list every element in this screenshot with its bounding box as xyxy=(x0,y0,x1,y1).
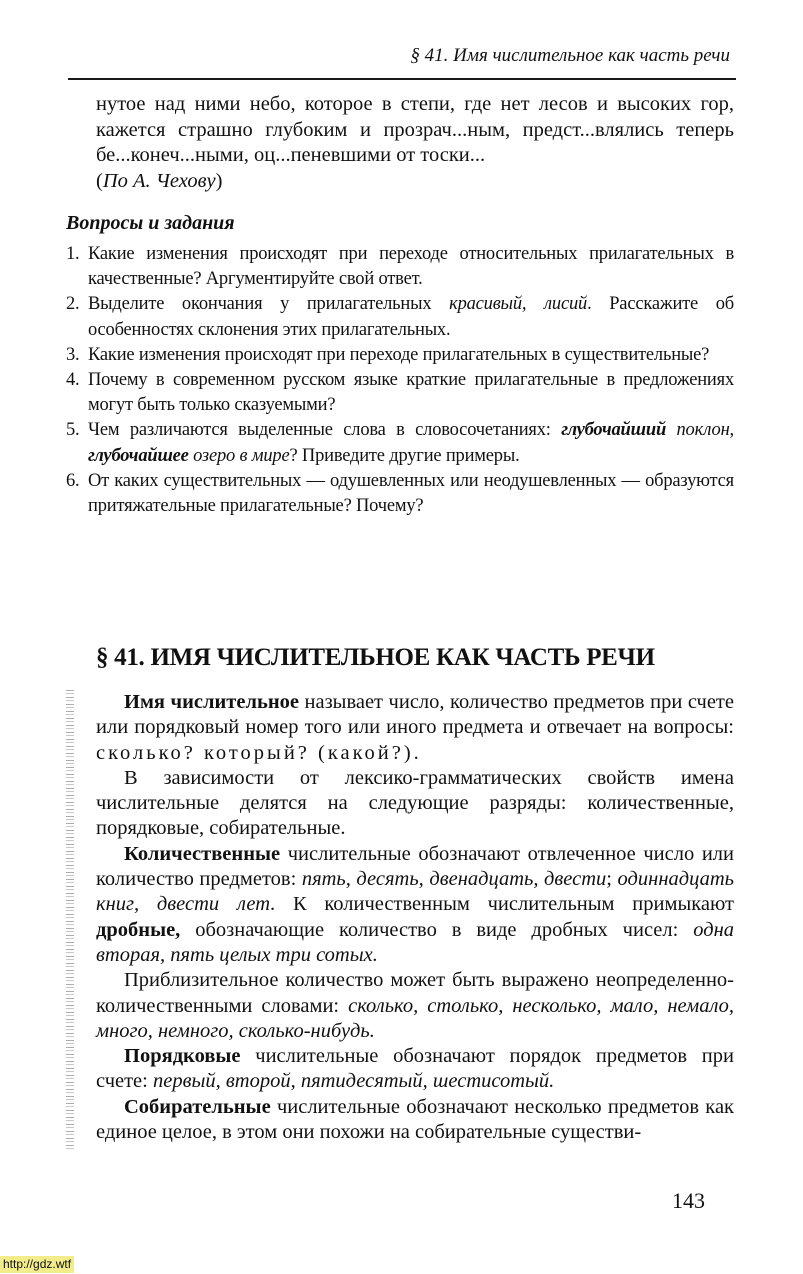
text-run: Выделите окончания у прилагательных xyxy=(88,294,450,315)
question-item xyxy=(66,418,734,468)
question-number: 3. xyxy=(66,344,80,365)
text-run: глубочайшее xyxy=(88,445,189,466)
page-number: 143 xyxy=(672,1188,705,1213)
text-run: Какие изменения происходят при переходе прилагательных в существительные? xyxy=(88,344,710,365)
header-rule xyxy=(68,78,736,80)
question-text xyxy=(88,244,734,289)
text-run: В зависимости от лексико-грамматических свойств имена числительные делятся на следующие разряды: количественные, порядковые, собирательные. xyxy=(96,766,734,840)
question-item xyxy=(66,343,734,368)
text-run: одиннадцать книг, двести лет xyxy=(96,868,734,916)
attribution-author: По А. Чехову xyxy=(102,169,216,192)
paragraph-categories xyxy=(96,766,734,842)
text-run: От каких существительных — одушевленных или неодушевленных — образуются притяжательные прилагательные? Почему? xyxy=(88,470,734,517)
question-text xyxy=(88,294,734,339)
paragraph-definition xyxy=(96,690,734,766)
text-run: . Расскажите об особенностях склонения этих прилагательных. xyxy=(88,294,735,340)
paragraph-cardinal xyxy=(96,842,734,968)
text-run: Количественные xyxy=(124,842,281,865)
question-item xyxy=(66,242,734,292)
text-run: . xyxy=(413,741,419,764)
text-run: Какие изменения происходят при переходе относительных прилагательных в качественные? Аргументируйте свой ответ. xyxy=(88,244,734,290)
text-run: дробные, xyxy=(96,918,181,941)
text-run: красивый, лисий xyxy=(449,294,588,315)
excerpt-text: нутое над ними небо, которое в степи, где нет лесов и высоких гор, кажется страшно глубоким и прозрач...ным, предст...влялись теперь бе...конеч...ными, оц...пеневшими от тоски... xyxy=(96,93,734,166)
text-run: сколько? который? (какой?) xyxy=(96,741,414,764)
scan-margin-artifact xyxy=(66,690,74,1150)
text-run: . К количественным числительным примыкают xyxy=(270,893,734,916)
text-run: Собирательные xyxy=(124,1095,271,1118)
questions-list xyxy=(66,242,734,519)
text-run: озеро в мире xyxy=(188,445,290,466)
text-run: пять, десять, двенадцать, двести xyxy=(301,868,607,891)
text-run: числительные обозначают отвлеченное число или количество предметов: xyxy=(96,842,734,891)
text-run: Порядковые xyxy=(124,1045,241,1068)
excerpt-attribution: (По А. Чехову) xyxy=(96,169,223,192)
paragraph-ordinal xyxy=(96,1044,734,1095)
text-run: глубочайший xyxy=(561,420,667,441)
text-run: поклон, xyxy=(666,420,734,441)
text-run: обозначающие количество в виде дробных чисел: xyxy=(180,918,694,941)
text-run: сколько, столько, несколько, мало, немало, много, немного, сколько-нибудь. xyxy=(96,994,735,1042)
text-run: ? Приведите другие примеры. xyxy=(289,445,520,466)
question-item xyxy=(66,469,734,519)
question-text xyxy=(88,420,734,465)
question-number: 6. xyxy=(66,470,80,491)
paragraph-collective xyxy=(96,1095,734,1146)
question-number: 4. xyxy=(66,370,80,391)
questions-heading: Вопросы и задания xyxy=(66,212,235,234)
running-head: § 41. Имя числительное как часть речи xyxy=(410,45,730,66)
text-run: числительные обозначают порядок предметов при счете: xyxy=(96,1045,734,1093)
text-run: называет число, количество предметов при счете или порядковый номер того или иного предмета и отвечает на вопросы: xyxy=(96,691,734,739)
section-body xyxy=(96,690,734,1145)
question-text xyxy=(88,471,734,516)
question-text xyxy=(88,345,709,365)
paragraph-approximate xyxy=(96,968,734,1044)
question-number: 5. xyxy=(66,420,80,441)
text-run: Приблизительное количество может быть выражено неопределенно-количественными словами: xyxy=(96,969,734,1017)
question-number: 2. xyxy=(66,294,80,315)
question-item xyxy=(66,292,734,342)
question-text xyxy=(88,370,734,415)
text-run: ; xyxy=(606,868,618,891)
text-run: первый, второй, пятидесятый, шестисотый. xyxy=(152,1070,555,1093)
watermark-link[interactable]: http://gdz.wtf xyxy=(0,1256,74,1273)
text-run: числительные обозначают несколько предметов как единое целое, в этом они похожи на собирательные существи- xyxy=(96,1095,734,1144)
question-number: 1. xyxy=(66,244,80,264)
section-title: § 41. ИМЯ ЧИСЛИТЕЛЬНОЕ КАК ЧАСТЬ РЕЧИ xyxy=(96,644,655,671)
text-run: Чем различаются выделенные слова в словосочетаниях: xyxy=(88,420,562,441)
literary-excerpt xyxy=(96,92,734,194)
text-run: Почему в современном русском языке краткие прилагательные в предложениях могут быть только сказуемыми? xyxy=(88,370,734,416)
text-run: Имя числительное xyxy=(124,691,299,713)
question-item xyxy=(66,368,734,418)
text-run: одна вторая, пять целых три сотых. xyxy=(96,918,734,966)
